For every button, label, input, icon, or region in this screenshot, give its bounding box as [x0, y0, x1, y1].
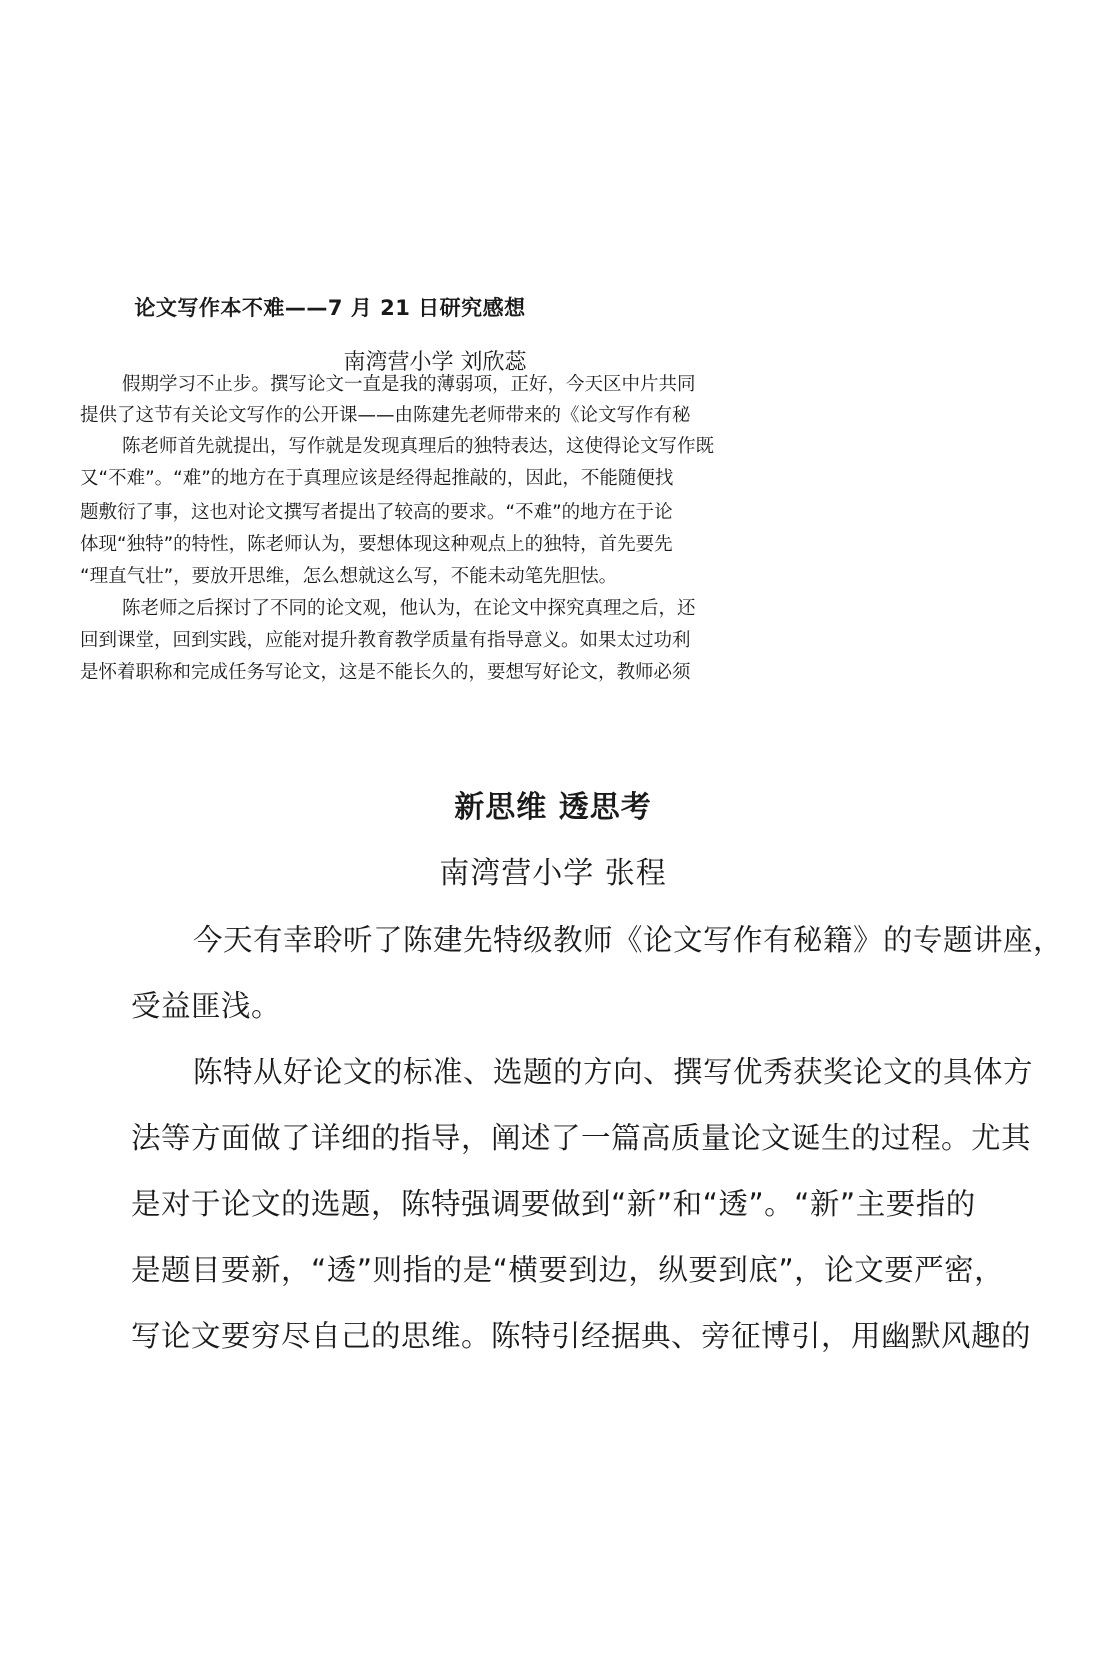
article-one-line: “理直气壮”，要放开思维，怎么想就这么写，不能未动笔先胆怯。 [80, 566, 618, 587]
article-one-line: 陈老师之后探讨了不同的论文观，他认为，在论文中探究真理之后，还 [122, 598, 696, 619]
article-one-line: 假期学习不止步。撰写论文一直是我的薄弱项，正好，今天区中片共同 [122, 374, 696, 395]
article-one-line: 提供了这节有关论文写作的公开课——由陈建先老师带来的《论文写作有秘 [80, 405, 691, 426]
article-one-line: 陈老师首先就提出，写作就是发现真理后的独特表达，这使得论文写作既 [122, 436, 715, 457]
article-one-line: 又“不难”。“难”的地方在于真理应该是经得起推敲的，因此，不能随便找 [80, 468, 674, 489]
article-two-title: 新思维 透思考 [454, 790, 652, 825]
article-two-line: 今天有幸聆听了陈建先特级教师《论文写作有秘籍》的专题讲座， [193, 923, 1064, 957]
article-one-title: 论文写作本不难——7 月 21 日研究感想 [134, 296, 526, 320]
article-two-line: 法等方面做了详细的指导，阐述了一篇高质量论文诞生的过程。尤其 [131, 1121, 1032, 1155]
article-one-line: 体现“独特”的特性，陈老师认为，要想体现这种观点上的独特，首先要先 [80, 534, 673, 555]
article-two-author: 南湾营小学 张程 [439, 856, 667, 891]
article-two-line: 是对于论文的选题，陈特强调要做到“新”和“透”。“新”主要指的 [131, 1187, 976, 1221]
article-two-line: 写论文要穷尽自己的思维。陈特引经据典、旁征博引，用幽默风趣的 [131, 1319, 1032, 1353]
article-one-excerpt [0, 0, 742, 742]
article-one-author: 南湾营小学 刘欣蕊 [343, 350, 527, 375]
article-one-line: 是怀着职称和完成任务写论文，这是不能长久的，要想写好论文，教师必须 [80, 662, 691, 683]
article-two-line: 是题目要新，“透”则指的是“横要到边，纵要到底”，论文要严密， [131, 1253, 1005, 1287]
article-one-line: 回到课堂，回到实践，应能对提升教育教学质量有指导意义。如果太过功利 [80, 630, 691, 651]
article-one-line: 题敷衍了事，这也对论文撰写者提出了较高的要求。“不难”的地方在于论 [80, 502, 673, 523]
article-two-line: 受益匪浅。 [131, 989, 282, 1023]
article-two-line: 陈特从好论文的标准、选题的方向、撰写优秀获奖论文的具体方 [193, 1055, 1034, 1089]
